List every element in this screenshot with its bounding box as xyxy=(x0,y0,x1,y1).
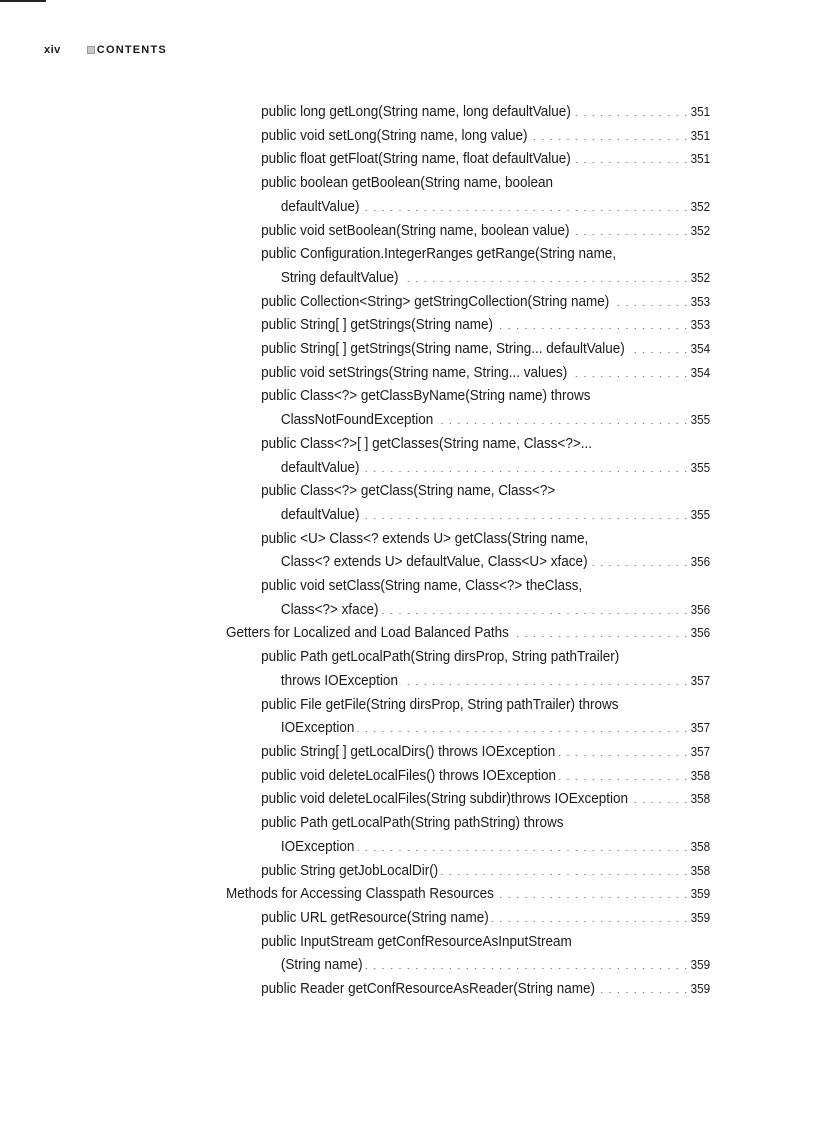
toc-entry-line xyxy=(261,479,710,503)
toc-entry-text: public String[ ] getStrings(String name) xyxy=(261,316,493,334)
toc-entry xyxy=(226,290,710,314)
toc-page-number: 356 xyxy=(690,601,711,617)
toc-section-entry xyxy=(226,621,710,645)
dot-leader xyxy=(598,978,688,993)
dot-leader xyxy=(574,101,688,116)
toc-entry xyxy=(226,337,710,361)
dot-leader xyxy=(365,954,688,969)
toc-page-number: 353 xyxy=(690,317,711,333)
toc-entry-text: public String[ ] getStrings(String name, String... defaultValue) xyxy=(261,340,625,358)
toc-entry-text: public Class<?> getClass(String name, Class<?> xyxy=(261,482,556,500)
toc-entry-text: public File getFile(String dirsProp, String pathTrailer) throws xyxy=(261,695,619,713)
dot-leader xyxy=(590,551,688,566)
toc-entry-line xyxy=(261,835,710,859)
toc-entry-line xyxy=(261,645,710,669)
dot-leader xyxy=(570,362,688,377)
toc-entry-text: public void deleteLocalFiles() throws IOException xyxy=(261,766,556,784)
dot-leader xyxy=(441,860,688,875)
toc-entry xyxy=(226,906,710,930)
toc-entry xyxy=(226,693,710,740)
toc-entry-text: ClassNotFoundException xyxy=(280,411,434,429)
toc-entry-text: public void setBoolean(String name, boolean value) xyxy=(261,221,570,239)
dot-leader xyxy=(497,883,688,898)
toc-entry-text: public void deleteLocalFiles(String subdir)throws IOException xyxy=(261,790,629,808)
table-of-contents xyxy=(226,100,710,1001)
toc-page-number: 356 xyxy=(690,625,711,641)
toc-entry-line xyxy=(261,337,710,361)
toc-entry-line xyxy=(226,882,710,906)
dot-leader xyxy=(572,220,688,235)
toc-entry-text: (String name) xyxy=(280,956,363,974)
running-header xyxy=(44,44,167,56)
toc-entry xyxy=(226,811,710,858)
toc-entry-line xyxy=(261,361,710,385)
toc-page-number: 358 xyxy=(690,767,711,783)
toc-entry xyxy=(226,432,710,479)
toc-entry-line xyxy=(261,977,710,1001)
toc-entry-text: public Class<?>[ ] getClasses(String name, Class<?>... xyxy=(261,434,593,452)
toc-entry xyxy=(226,574,710,621)
toc-entry-line xyxy=(261,693,710,717)
toc-page-number: 355 xyxy=(690,459,711,475)
toc-entry-text: Methods for Accessing Classpath Resources xyxy=(226,885,494,903)
toc-entry-line xyxy=(261,503,710,527)
toc-entry-line xyxy=(261,906,710,930)
toc-page-number: 354 xyxy=(690,364,711,380)
toc-entry xyxy=(226,171,710,218)
toc-entry-text: public URL getResource(String name) xyxy=(261,908,489,926)
toc-entry-text: throws IOException xyxy=(280,671,398,689)
toc-page-number: 359 xyxy=(690,886,711,902)
dot-leader xyxy=(362,504,688,519)
toc-page-number: 355 xyxy=(690,506,711,522)
dot-leader xyxy=(631,788,688,803)
toc-page-number: 357 xyxy=(690,720,711,736)
toc-entry-line xyxy=(261,195,710,219)
toc-entry-text: public Path getLocalPath(String pathString) throws xyxy=(261,814,564,832)
toc-entry-text: public long getLong(String name, long defaultValue) xyxy=(261,103,571,120)
toc-entry-line xyxy=(261,432,710,456)
toc-entry-line xyxy=(261,384,710,408)
dot-leader xyxy=(362,196,688,211)
toc-entry-text: public float getFloat(String name, float defaultValue) xyxy=(261,150,571,168)
toc-entry-line xyxy=(261,266,710,290)
toc-page-number: 351 xyxy=(690,127,711,143)
toc-entry-line xyxy=(261,171,710,195)
toc-entry-text: public void setStrings(String name, String... values) xyxy=(261,363,568,381)
toc-entry-line xyxy=(261,456,710,480)
toc-entry-text: public void setLong(String name, long value) xyxy=(261,126,528,144)
toc-entry-text: defaultValue) xyxy=(280,458,360,476)
toc-entry-text: public InputStream getConfResourceAsInputStream xyxy=(261,932,572,950)
toc-entry-line xyxy=(261,930,710,954)
toc-entry-text: IOException xyxy=(280,719,355,737)
toc-page-number: 352 xyxy=(690,198,711,214)
toc-entry-line xyxy=(261,124,710,148)
toc-entry-line xyxy=(261,740,710,764)
toc-entry-line xyxy=(261,527,710,551)
toc-page-number: 357 xyxy=(690,743,711,759)
toc-entry-line xyxy=(261,669,710,693)
toc-page-number: 357 xyxy=(690,672,711,688)
dot-leader xyxy=(558,741,688,756)
toc-page-number: 351 xyxy=(690,104,711,119)
dot-leader xyxy=(401,670,688,685)
toc-page-number: 352 xyxy=(690,269,711,285)
toc-entry-text: defaultValue) xyxy=(280,505,360,523)
toc-entry-text: defaultValue) xyxy=(280,197,360,215)
toc-page-number: 358 xyxy=(690,791,711,807)
toc-entry xyxy=(226,361,710,385)
toc-page-number: 359 xyxy=(690,957,711,973)
toc-entry xyxy=(226,242,710,289)
toc-entry-line xyxy=(261,859,710,883)
toc-entry-line xyxy=(261,811,710,835)
toc-entry-line xyxy=(261,408,710,432)
dot-leader xyxy=(627,338,687,353)
toc-page-number: 352 xyxy=(690,222,711,238)
toc-entry-text: public Configuration.IntegerRanges getRange(String name, xyxy=(261,245,617,263)
toc-entry xyxy=(226,787,710,811)
toc-page-number: 359 xyxy=(690,909,711,925)
toc-page-number: 354 xyxy=(690,341,711,357)
toc-entry xyxy=(226,930,710,977)
toc-entry-line xyxy=(261,574,710,598)
section-title: CONTENTS xyxy=(96,44,167,56)
toc-entry xyxy=(226,313,710,337)
toc-entry-text: Class<? extends U> defaultValue, Class<U> xface) xyxy=(280,553,588,571)
dot-leader xyxy=(612,291,688,306)
toc-entry-text: public String[ ] getLocalDirs() throws IOException xyxy=(261,742,556,760)
toc-entry xyxy=(226,527,710,574)
toc-entry-text: public Reader getConfResourceAsReader(String name) xyxy=(261,980,596,998)
dot-leader xyxy=(357,717,688,732)
toc-entry xyxy=(226,124,710,148)
toc-entry-text: Getters for Localized and Load Balanced Paths xyxy=(226,624,509,642)
toc-entry xyxy=(226,859,710,883)
toc-entry-line xyxy=(261,242,710,266)
toc-entry-line xyxy=(261,147,710,171)
toc-entry-text: String defaultValue) xyxy=(280,268,399,286)
toc-entry xyxy=(226,645,710,692)
dot-leader xyxy=(491,907,688,922)
toc-entry-text: Class<?> xface) xyxy=(280,600,379,618)
toc-entry-text: public String getJobLocalDir() xyxy=(261,861,439,879)
toc-entry xyxy=(226,479,710,526)
toc-entry xyxy=(226,384,710,431)
toc-entry-text: public boolean getBoolean(String name, boolean xyxy=(261,174,554,192)
toc-entry-line xyxy=(261,598,710,622)
toc-entry-line xyxy=(261,290,710,314)
toc-entry xyxy=(226,764,710,788)
toc-page-number: 351 xyxy=(690,151,711,167)
toc-entry-text: public Path getLocalPath(String dirsProp, String pathTrailer) xyxy=(261,648,620,666)
toc-entry xyxy=(226,147,710,171)
toc-entry xyxy=(226,740,710,764)
dot-leader xyxy=(512,622,688,637)
toc-entry-line xyxy=(261,787,710,811)
toc-page-number: 358 xyxy=(690,838,711,854)
toc-entry-text: IOException xyxy=(280,837,355,855)
top-rule xyxy=(0,0,46,2)
toc-section-entry xyxy=(226,882,710,906)
toc-entry-line xyxy=(261,313,710,337)
toc-entry-line xyxy=(261,550,710,574)
toc-entry-line xyxy=(226,621,710,645)
toc-entry-line xyxy=(261,764,710,788)
toc-entry-line xyxy=(261,716,710,740)
page-number: xiv xyxy=(44,44,61,56)
toc-entry-line xyxy=(261,100,710,124)
dot-leader xyxy=(530,125,688,140)
toc-entry-text: public Class<?> getClassByName(String name) throws xyxy=(261,387,591,405)
dot-leader xyxy=(357,836,688,851)
dot-leader xyxy=(401,267,688,282)
toc-page-number: 359 xyxy=(690,981,711,997)
toc-entry-text: public <U> Class<? extends U> getClass(String name, xyxy=(261,529,589,547)
dot-leader xyxy=(436,409,688,424)
toc-entry xyxy=(226,977,710,1001)
square-marker-icon xyxy=(87,46,95,54)
toc-page-number: 353 xyxy=(690,293,711,309)
toc-entry-text: public void setClass(String name, Class<?> theClass, xyxy=(261,577,583,595)
toc-entry-text: public Collection<String> getStringCollection(String name) xyxy=(261,292,610,310)
toc-entry xyxy=(226,100,710,124)
toc-entry-line xyxy=(261,953,710,977)
dot-leader xyxy=(559,765,688,780)
dot-leader xyxy=(496,314,688,329)
dot-leader xyxy=(381,599,688,614)
dot-leader xyxy=(362,457,688,472)
toc-entry xyxy=(226,219,710,243)
toc-page-number: 355 xyxy=(690,412,711,428)
toc-page-number: 356 xyxy=(690,554,711,570)
toc-page-number: 358 xyxy=(690,862,711,878)
toc-entry-line xyxy=(261,219,710,243)
dot-leader xyxy=(573,148,687,163)
